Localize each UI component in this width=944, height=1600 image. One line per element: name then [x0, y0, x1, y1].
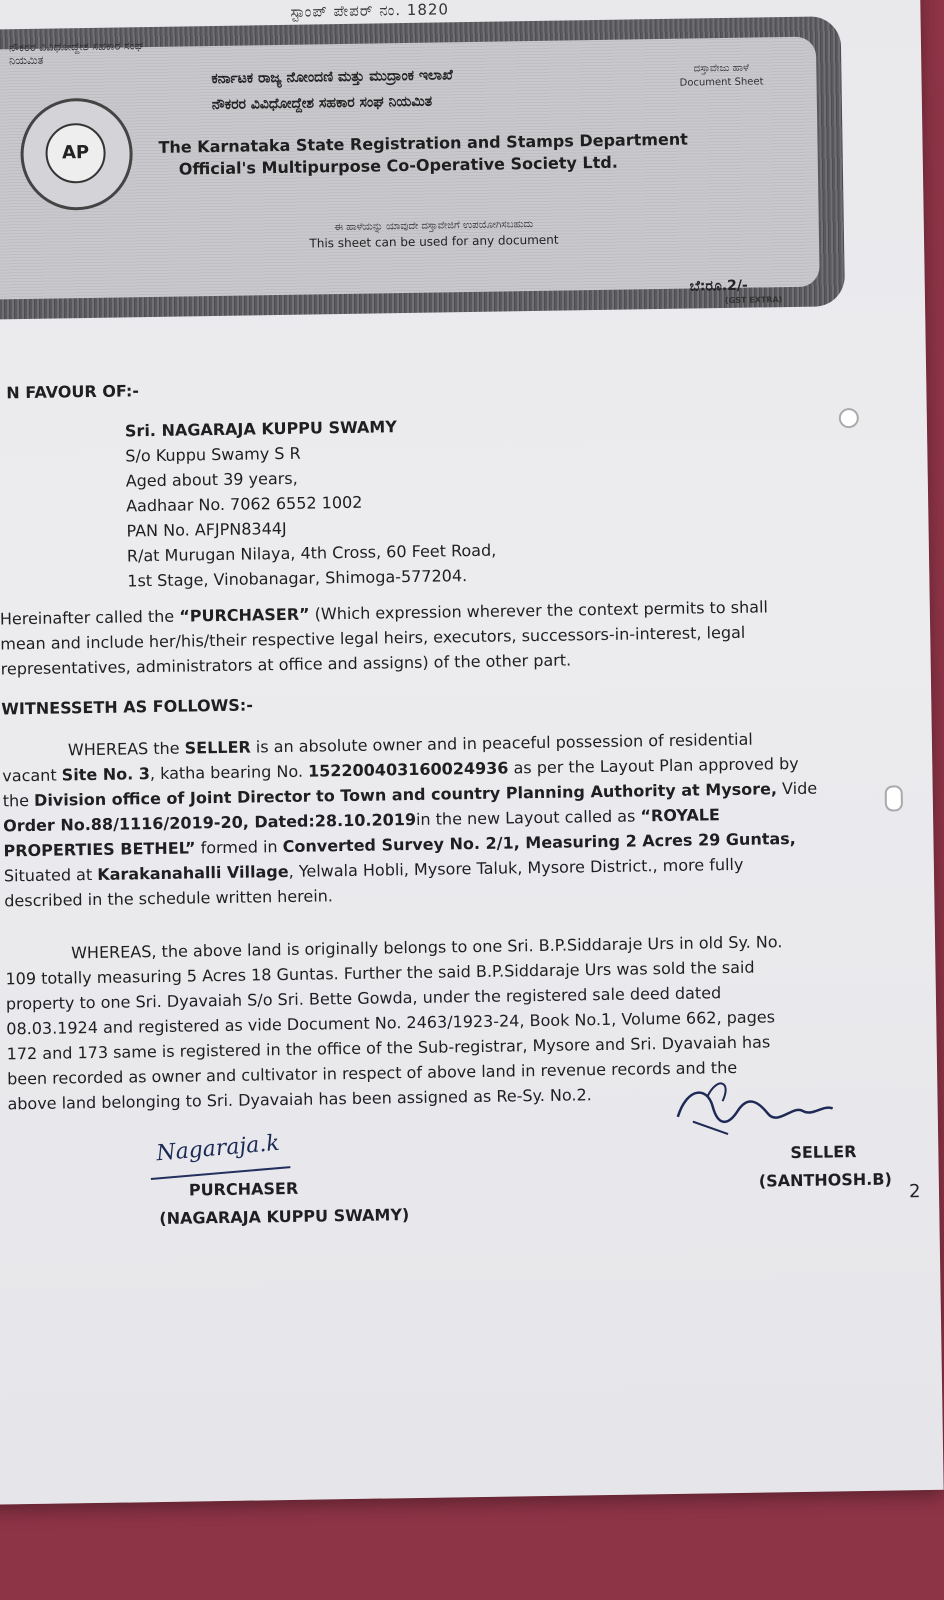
para2-line-4: 08.03.1924 and registered as vide Document No. 2463/1923-24, Book No.1, Volume 662, pages [6, 1007, 776, 1039]
stamp-price: ಬೆ:ರೂ.2/- [689, 277, 748, 295]
purchaser-aadhaar: Aadhaar No. 7062 6552 1002 [125, 492, 363, 516]
para1-line-2: vacant Site No. 3, katha bearing No. 152200403160024936 as per the Layout Plan approved by [2, 753, 799, 786]
seller-sign-name: (SANTHOSH.B) [758, 1169, 892, 1191]
punch-hole-2 [885, 785, 903, 811]
para1-line-6: Situated at Karakanahalli Village, Yelwala Hobli, Mysore Taluk, Mysore District., more fully [3, 854, 744, 886]
purchaser-label: PURCHASER [188, 1178, 299, 1200]
witnesseth-heading: WITNESSETH AS FOLLOWS:- [1, 695, 254, 719]
para1-line-7: described in the schedule written herein. [4, 886, 334, 911]
kannada-title-line-2: ನೌಕರರ ವಿವಿಧೋದ್ದೇಶ ಸಹಕಾರ ಸಂಘ ನಿಯಮಿತ [211, 93, 433, 114]
para2-line-5: 172 and 173 same is registered in the office of the Sub-registrar, Mysore and Sri. Dyavaiah has [6, 1032, 771, 1064]
page-number: 2 [908, 1181, 921, 1203]
in-favour-heading: N FAVOUR OF:- [6, 381, 140, 403]
seller-label: SELLER [790, 1142, 857, 1163]
purchaser-address-1: R/at Murugan Nilaya, 4th Cross, 60 Feet Road, [126, 540, 497, 566]
para1-line-3: the Division office of Joint Director to Town and country Planning Authority at Mysore, Vide [2, 778, 818, 811]
para2-line-1: WHEREAS, the above land is originally belongs to one Sri. B.P.Siddaraje Urs in old Sy. No. [70, 932, 783, 963]
hereinafter-line-2: mean and include her/his/their respective legal heirs, executors, successors-in-interest, legal [0, 622, 746, 654]
para2-line-6: been recorded as owner and cultivator in respect of above land in revenue records and the [6, 1057, 738, 1089]
gst-extra-label: (GST EXTRA) [724, 295, 783, 306]
para2-line-7: above land belonging to Sri. Dyavaiah has been assigned as Re-Sy. No.2. [7, 1085, 592, 1114]
english-title-line-2: Official's Multipurpose Co-Operative Society Ltd. [178, 152, 618, 179]
para1-line-5: PROPERTIES BETHEL” formed in Converted Survey No. 2/1, Measuring 2 Acres 29 Guntas, [3, 828, 796, 861]
hereinafter-line-1: Hereinafter called the “PURCHASER” (Which expression wherever the context permits to shall [0, 597, 769, 629]
english-usage-note: This sheet can be used for any document [309, 232, 559, 251]
society-kannada-small: ನೌಕರರ ವಿವಿಧೋದ್ದೇಶ ಸಹಕಾರ ಸಂಘ ನಿಯಮಿತ [8, 39, 144, 68]
logo-text: AP [45, 123, 106, 184]
purchaser-father: S/o Kuppu Swamy S R [125, 443, 301, 466]
para1-line-4: Order No.88/1116/2019-20, Dated:28.10.2019in the new Layout called as “ROYALE [2, 805, 721, 836]
para2-line-3: property to one Sri. Dyavaiah S/o Sri. Bette Gowda, under the registered sale deed dated [5, 983, 722, 1014]
para1-line-1: WHEREAS the SELLER is an absolute owner and in peaceful possession of residential [67, 729, 753, 760]
purchaser-name: Sri. NAGARAJA KUPPU SWAMY [124, 417, 397, 441]
kannada-title-line-1: ಕರ್ನಾಟಕ ರಾಜ್ಯ ನೋಂದಣಿ ಮತ್ತು ಮುದ್ರಾಂಕ ಇಲಾಖೆ [211, 67, 453, 88]
kannada-usage-note: ಈ ಹಾಳೆಯನ್ನು ಯಾವುದೇ ದಸ್ತಾವೇಜಿಗೆ ಉಪಯೋಗಿಸಬಹುದು [334, 219, 534, 234]
purchaser-pan: PAN No. AFJPN8344J [126, 518, 287, 541]
english-title [158, 128, 719, 181]
doc-sheet-en: Document Sheet [679, 76, 764, 89]
document-sheet-label [661, 61, 781, 91]
purchaser-signature-line [151, 1166, 291, 1180]
purchaser-sign-name: (NAGARAJA KUPPU SWAMY) [159, 1205, 410, 1229]
english-title-line-1: The Karnataka State Registration and Stamps Department [158, 129, 689, 157]
kannada-title [211, 59, 652, 118]
punch-hole-1 [839, 408, 859, 428]
stamp-serial: ಸ್ಟಾಂಪ್ ಪೇಪರ್ ನಂ. 1820 [290, 0, 450, 21]
seller-signature [667, 1074, 838, 1137]
purchaser-age: Aged about 39 years, [125, 468, 298, 491]
para2-line-2: 109 totally measuring 5 Acres 18 Guntas. Further the said B.P.Siddaraje Urs was sold the said [5, 957, 755, 989]
doc-sheet-kn: ದಸ್ತಾವೇಜು ಹಾಳೆ [693, 62, 750, 75]
hereinafter-line-3: representatives, administrators at office and assigns) of the other part. [0, 650, 572, 679]
purchaser-signature: Nagaraja.k [155, 1130, 281, 1167]
purchaser-address-2: 1st Stage, Vinobanagar, Shimoga-577204. [127, 566, 468, 591]
